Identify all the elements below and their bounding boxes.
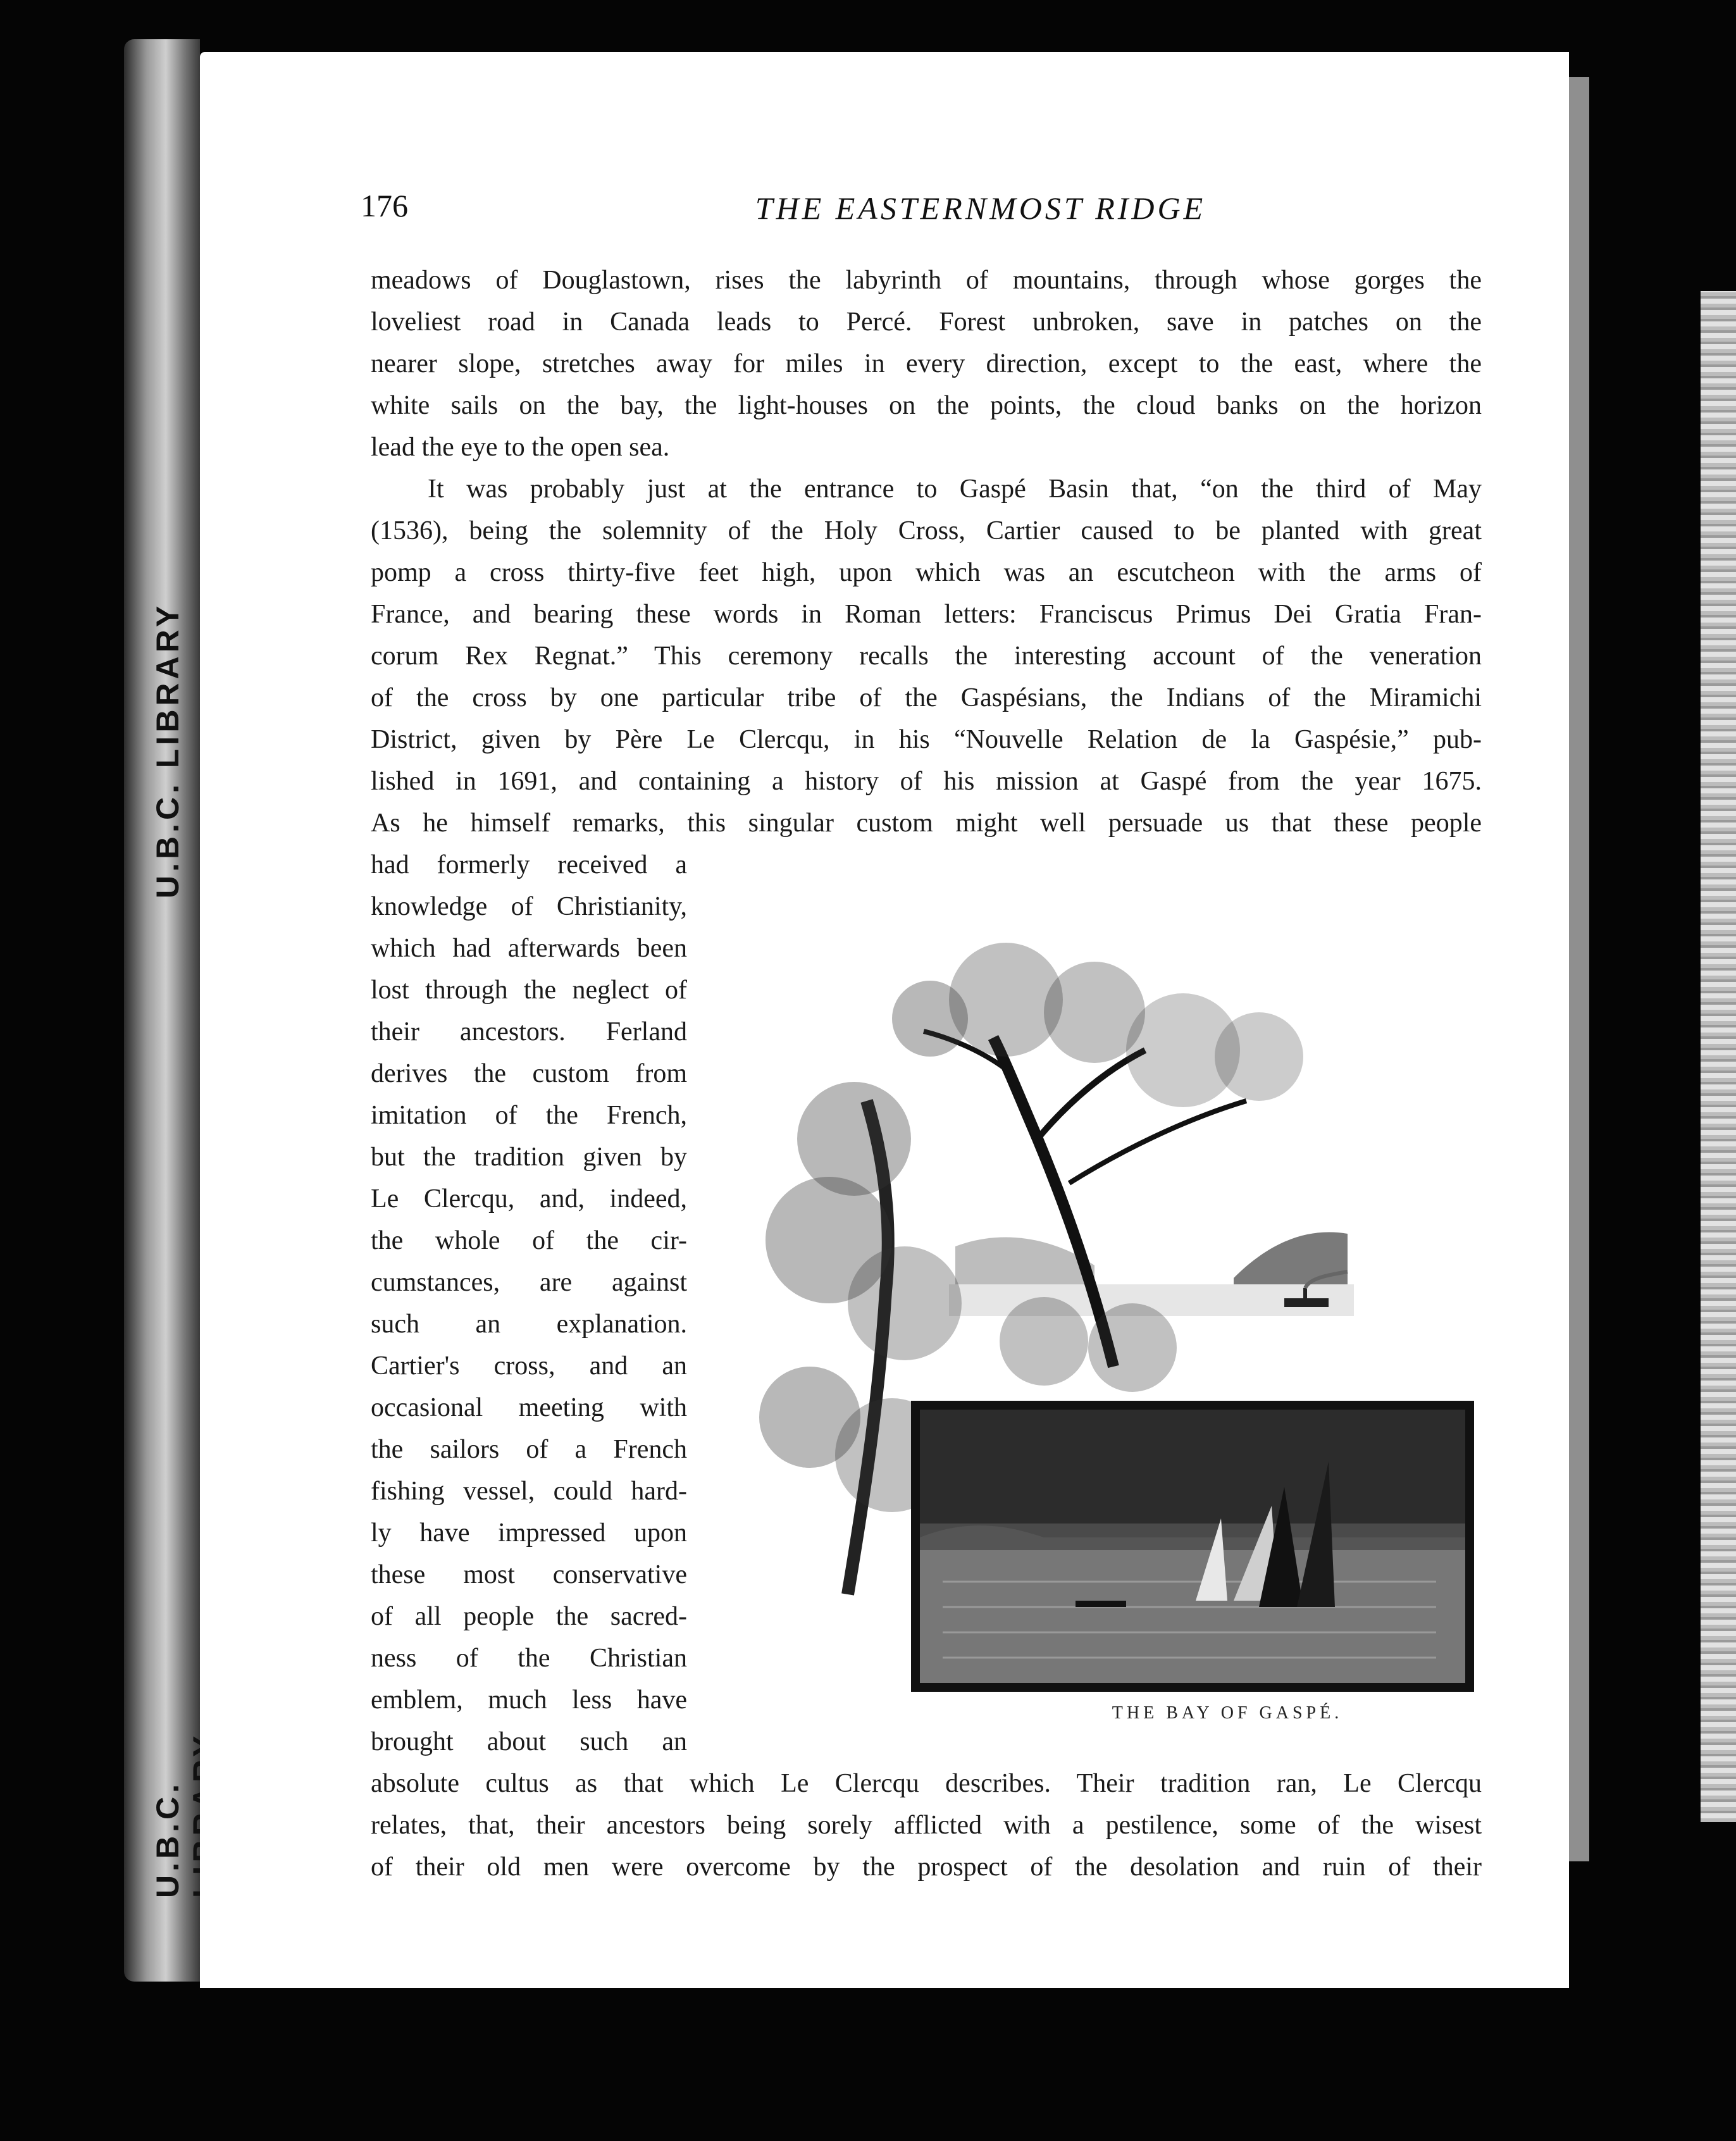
text-line: nearer slope, stretches away for miles in every direction, except to the east, where the: [371, 349, 1482, 378]
text-line: of their old men were overcome by the prospect of the desolation and ruin of their: [371, 1852, 1482, 1882]
text-line: fishing vessel, could hard-: [371, 1477, 687, 1506]
text-line: knowledge of Christianity,: [371, 892, 687, 921]
text-line: which had afterwards been: [371, 934, 687, 963]
text-line: the sailors of a French: [371, 1435, 687, 1464]
running-head: THE EASTERNMOST RIDGE: [755, 190, 1206, 226]
text-line: pomp a cross thirty-five feet high, upon which was an escutcheon with the arms of: [371, 558, 1482, 587]
text-line: had formerly received a: [371, 850, 687, 879]
text-line: District, given by Père Le Clercqu, in his “Nouvelle Relation de la Gaspésie,” pub-: [371, 725, 1482, 754]
distant-hill-right: [1234, 1232, 1348, 1291]
text-line: relates, that, their ancestors being sorely afflicted with a pestilence, some of the wisest: [371, 1811, 1482, 1840]
text-line: (1536), being the solemnity of the Holy Cross, Cartier caused to be planted with great: [371, 516, 1482, 545]
rowboat: [1076, 1601, 1126, 1607]
text-line: of the cross by one particular tribe of the Gaspésians, the Indians of the Miramichi: [371, 683, 1482, 712]
inset-picture: [911, 1401, 1474, 1692]
illustration-caption: THE BAY OF GASPÉ.: [1112, 1703, 1343, 1723]
text-line: Cartier's cross, and an: [371, 1351, 687, 1381]
text-line: meadows of Douglastown, rises the labyrinth of mountains, through whose gorges the: [371, 266, 1482, 295]
text-line: occasional meeting with: [371, 1393, 687, 1422]
text-line: emblem, much less have: [371, 1685, 687, 1715]
text-line: France, and bearing these words in Roman letters: Franciscus Primus Dei Gratia Fran-: [371, 600, 1482, 629]
text-line: such an explanation.: [371, 1310, 687, 1339]
bay-of-gaspe-engraving: [740, 911, 1474, 1721]
text-line: It was probably just at the entrance to Gaspé Basin that, “on the third of May: [428, 475, 1482, 504]
text-line: derives the custom from: [371, 1059, 687, 1088]
text-line: As he himself remarks, this singular custom might well persuade us that these people: [371, 809, 1482, 838]
text-line: white sails on the bay, the light-houses on the points, the cloud banks on the horizon: [371, 391, 1482, 420]
text-line: lost through the neglect of: [371, 976, 687, 1005]
spine-library-stamp-upper: U.B.C. LIBRARY: [150, 602, 185, 898]
spine-library-stamp-lower: U.B.C.: [150, 1780, 185, 1898]
text-line: ly have impressed upon: [371, 1518, 687, 1548]
text-line: but the tradition given by: [371, 1143, 687, 1172]
text-line: imitation of the French,: [371, 1101, 687, 1130]
adjacent-page-edge: [1566, 77, 1589, 1861]
text-line: the whole of the cir-: [371, 1226, 687, 1255]
text-line: Le Clercqu, and, indeed,: [371, 1184, 687, 1213]
text-line: these most conservative: [371, 1560, 687, 1589]
text-line: lished in 1691, and containing a history of his mission at Gaspé from the year 1675.: [371, 767, 1482, 796]
text-line: absolute cultus as that which Le Clercqu describes. Their tradition ran, Le Clercqu: [371, 1769, 1482, 1798]
page-number: 176: [361, 188, 408, 223]
text-line: of all people the sacred-: [371, 1602, 687, 1631]
text-line: ness of the Christian: [371, 1644, 687, 1673]
text-line: lead the eye to the open sea.: [371, 433, 670, 462]
text-line: their ancestors. Ferland: [371, 1017, 687, 1046]
adjacent-page-fragment: [1701, 291, 1736, 1822]
text-line: loveliest road in Canada leads to Percé. Forest unbroken, save in patches on the: [371, 307, 1482, 337]
text-line: cumstances, are against: [371, 1268, 687, 1297]
text-line: brought about such an: [371, 1727, 687, 1756]
text-line: corum Rex Regnat.” This ceremony recalls the interesting account of the veneration: [371, 642, 1482, 671]
